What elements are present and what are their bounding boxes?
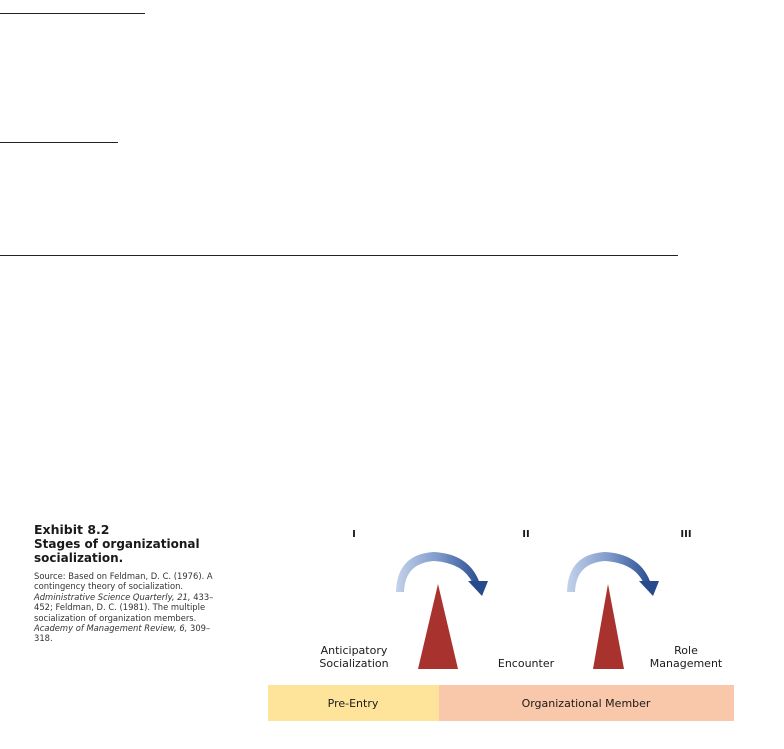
label-role-line2: Management: [649, 657, 723, 670]
source-suffix: 309–318.: [34, 623, 211, 644]
exhibit-caption: [34, 523, 234, 644]
underline-rule-3: [0, 255, 678, 256]
curved-arrow-icon: [567, 552, 659, 596]
stage-numeral-1: I: [352, 529, 356, 540]
source-mid: 433–452; Feldman, D. C. (1981). The multiple socialization of organization members.: [34, 591, 214, 623]
source-prefix: Source: Based on Feldman, D. C. (1976). A contingency theory of socialization.: [34, 571, 213, 592]
stage-numeral-3: III: [680, 529, 692, 540]
socialization-stages-diagram: [262, 520, 742, 725]
label-anticipatory-line2: Socialization: [319, 657, 389, 670]
underline-rule-1: [0, 13, 145, 14]
label-role-line1: Role: [674, 644, 698, 657]
label-anticipatory-line1: Anticipatory: [320, 644, 388, 657]
pre-entry-label: Pre-Entry: [327, 697, 379, 710]
underline-rule-2: [0, 142, 118, 143]
exhibit-title: Exhibit 8.2: [34, 522, 110, 537]
curved-arrow-icon: [396, 552, 488, 596]
organizational-member-label: Organizational Member: [521, 697, 651, 710]
triangle-marker-icon: [593, 584, 624, 669]
stage-numeral-2: II: [522, 529, 530, 540]
triangle-marker-icon: [418, 584, 458, 669]
exhibit-subtitle: Stages of organizational socialization.: [34, 537, 200, 565]
source-journal-1: Administrative Science Quarterly, 21,: [34, 591, 191, 602]
exhibit-source: [34, 571, 219, 644]
label-encounter: Encounter: [497, 657, 555, 670]
source-journal-2: Academy of Management Review, 6,: [34, 623, 188, 634]
